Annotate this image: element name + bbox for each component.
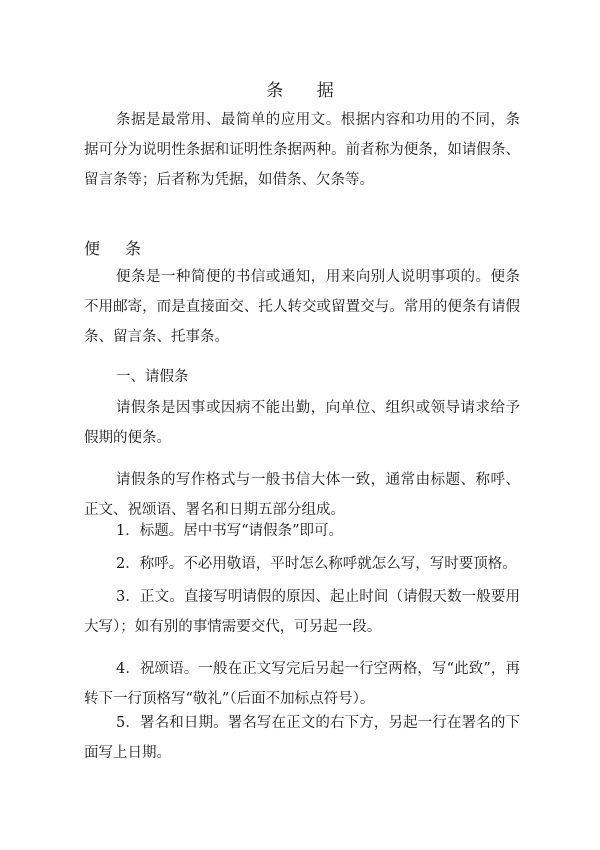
list-item-salutation: 2．称呼。不必用敬语，平时怎么称呼就怎么写，写时要顶格。 xyxy=(116,556,517,572)
list-item-closing: 4．祝颂语。一般在正文写完后另起一行空两格，写“此致”，再转下一行顶格写“敬礼”（后面不加标点符号）。 xyxy=(84,661,520,707)
qingjiatiao-definition: 请假条是因事或因病不能出勤，向单位、组织或领导请求给予假期的便条。 xyxy=(84,400,520,446)
list-item-signature: 5．署名和日期。署名写在正文的右下方，另起一行在署名的下面写上日期。 xyxy=(84,715,520,761)
qingjiatiao-format: 请假条的写作格式与一般书信大体一致，通常由标题、称呼、正文、祝颂语、署名和日期五部分组成。 xyxy=(84,472,520,518)
intro-paragraph: 条据是最常用、最简单的应用文。根据内容和功用的不同，条据可分为说明性条据和证明性条据两种。前者称为便条，如请假条、留言条等；后者称为凭据，如借条、欠条等。 xyxy=(84,112,520,188)
sub-heading-qingjiatiao: 一、请假条 xyxy=(116,369,189,385)
section-heading-bianti: 便 条 xyxy=(84,239,152,258)
list-item-title: 1．标题。居中书写“请假条”即可。 xyxy=(116,523,344,539)
document-title: 条 据 xyxy=(266,81,348,101)
list-item-body: 3．正文。直接写明请假的原因、起止时间（请假天数一般要用大写）；如有别的事情需要交代，可另起一段。 xyxy=(84,589,520,635)
bianti-paragraph: 便条是一种简便的书信或通知，用来向别人说明事项的。便条不用邮寄，而是直接面交、托人转交或留置交与。常用的便条有请假条、留言条、托事条。 xyxy=(84,269,520,345)
